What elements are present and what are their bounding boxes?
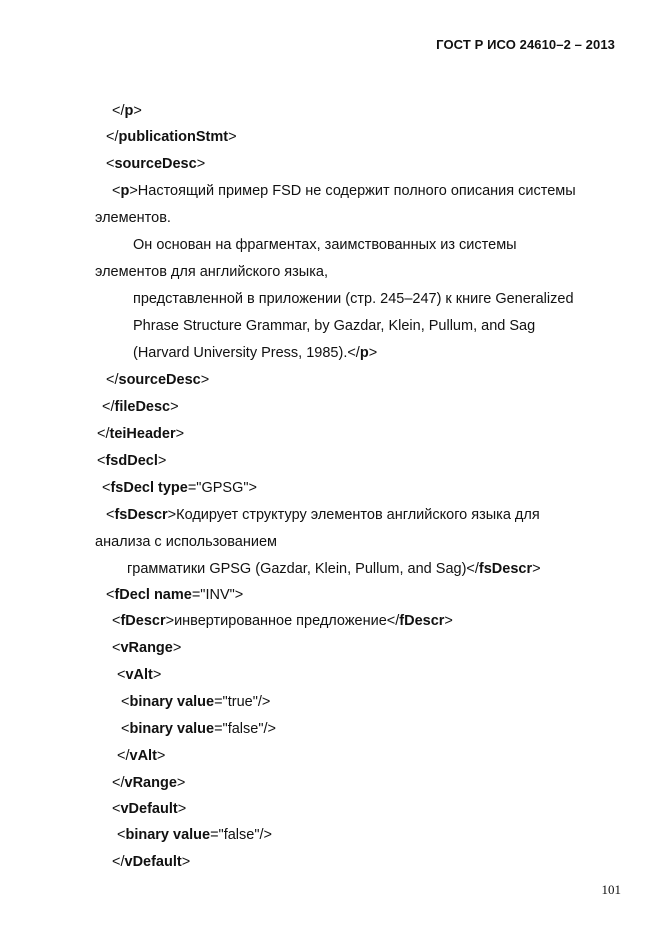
text-segment: ="false"/> — [214, 721, 276, 737]
xml-tag-name: fileDesc — [114, 399, 171, 415]
text-segment: < — [121, 694, 130, 710]
xml-tag-name: publicationStmt — [118, 129, 229, 145]
xml-tag-name: fsDescr — [478, 561, 533, 577]
xml-tag-name: binary value — [129, 694, 215, 710]
text-line — [133, 290, 574, 308]
xml-tag-name: fsDecl type — [110, 480, 188, 496]
text-segment: < — [97, 453, 106, 469]
text-segment: (Harvard University Press, 1985).</ — [133, 345, 360, 361]
text-line — [133, 236, 517, 254]
xml-tag-name: sourceDesc — [118, 372, 201, 388]
text-segment: < — [112, 801, 121, 817]
xml-tag-name: fDecl name — [114, 587, 192, 603]
text-line — [97, 425, 184, 443]
text-segment: > — [228, 129, 237, 145]
text-line — [97, 452, 166, 470]
text-line — [117, 747, 165, 765]
text-segment: </ — [112, 775, 125, 791]
text-segment: > — [368, 345, 378, 361]
xml-tag-name: vAlt — [129, 748, 157, 764]
text-segment: < — [106, 156, 115, 172]
text-line — [106, 586, 243, 604]
text-line — [133, 317, 535, 335]
xml-tag-name: fDescr — [399, 613, 445, 629]
text-segment: > — [196, 156, 206, 172]
xml-tag-name: binary value — [125, 827, 211, 843]
xml-tag-name: p — [124, 103, 134, 119]
text-segment: > — [181, 854, 191, 870]
text-segment: < — [121, 721, 130, 737]
text-segment: элементов для английского языка, — [95, 264, 328, 280]
xml-tag-name: fsDescr — [114, 507, 168, 523]
text-segment: > — [175, 426, 185, 442]
text-line — [95, 209, 171, 227]
text-line — [112, 853, 190, 871]
text-segment: </ — [102, 399, 115, 415]
text-segment: > — [172, 640, 182, 656]
text-segment: </ — [112, 854, 125, 870]
text-segment: ="false"/> — [210, 827, 272, 843]
text-line — [127, 560, 541, 578]
text-line — [117, 826, 272, 844]
text-line — [112, 639, 181, 657]
xml-tag-name: fsdDecl — [105, 453, 158, 469]
text-line — [106, 506, 540, 524]
text-segment: </ — [117, 748, 130, 764]
text-segment: < — [117, 667, 126, 683]
text-segment: ="GPSG"> — [187, 480, 257, 496]
text-segment: >инвертированное предложение</ — [165, 613, 400, 629]
xml-tag-name: vRange — [124, 775, 177, 791]
text-line — [102, 398, 179, 416]
text-segment: < — [117, 827, 126, 843]
xml-tag-name: teiHeader — [109, 426, 176, 442]
text-segment: < — [112, 613, 121, 629]
text-line — [112, 182, 576, 200]
text-segment: < — [112, 183, 121, 199]
text-segment: </ — [106, 372, 119, 388]
text-segment: Phrase Structure Grammar, by Gazdar, Klein, Pullum, and Sag — [133, 318, 536, 334]
xml-tag-name: binary value — [129, 721, 215, 737]
xml-tag-name: vDefault — [120, 801, 178, 817]
text-line — [95, 263, 328, 281]
document-header: ГОСТ Р ИСО 24610–2 – 2013 — [436, 37, 615, 52]
text-segment: > — [170, 399, 179, 415]
text-segment: ="INV"> — [191, 587, 244, 603]
text-segment: > — [177, 801, 187, 817]
text-segment: > — [200, 372, 210, 388]
xml-tag-name: p — [359, 345, 369, 361]
text-line — [102, 479, 257, 497]
xml-tag-name: vRange — [120, 640, 173, 656]
text-segment: > — [133, 103, 142, 119]
text-segment: > — [176, 775, 186, 791]
text-line — [121, 720, 276, 738]
text-segment: > — [152, 667, 162, 683]
text-segment: > — [157, 453, 167, 469]
text-segment: > — [444, 613, 453, 629]
xml-tag-name: vDefault — [124, 854, 182, 870]
text-line — [112, 774, 185, 792]
xml-tag-name: sourceDesc — [114, 156, 197, 172]
text-line — [121, 693, 270, 711]
text-segment: элементов. — [95, 210, 171, 226]
text-segment: > — [156, 748, 166, 764]
text-segment: представленной в приложении (стр. 245–247) к книге Generalized — [133, 291, 574, 307]
xml-tag-name: vAlt — [125, 667, 153, 683]
text-segment: Он основан на фрагментах, заимствованных из системы — [133, 237, 517, 253]
text-segment: < — [106, 587, 115, 603]
text-segment: </ — [112, 103, 125, 119]
text-segment: грамматики GPSG (Gazdar, Klein, Pullum, and Sag)</ — [127, 561, 479, 577]
text-line — [106, 155, 205, 173]
text-segment: ="true"/> — [214, 694, 271, 710]
text-line — [112, 800, 186, 818]
text-segment: >Кодирует структуру элементов английского языка для — [167, 507, 540, 523]
text-segment: < — [112, 640, 121, 656]
text-line — [106, 371, 209, 389]
text-line — [95, 533, 277, 551]
text-segment: анализа с использованием — [95, 534, 277, 550]
text-line — [112, 612, 453, 630]
text-line — [117, 666, 161, 684]
text-segment: > — [532, 561, 541, 577]
text-segment: < — [102, 480, 111, 496]
page-number: 101 — [601, 882, 621, 897]
text-segment: >Настоящий пример FSD не содержит полного описания системы — [129, 183, 576, 199]
xml-tag-name: p — [120, 183, 130, 199]
text-line — [106, 128, 237, 146]
text-segment: < — [106, 507, 115, 523]
xml-tag-name: fDescr — [120, 613, 166, 629]
text-line — [112, 102, 142, 120]
text-segment: </ — [106, 129, 119, 145]
text-line — [133, 344, 377, 362]
text-segment: </ — [97, 426, 110, 442]
